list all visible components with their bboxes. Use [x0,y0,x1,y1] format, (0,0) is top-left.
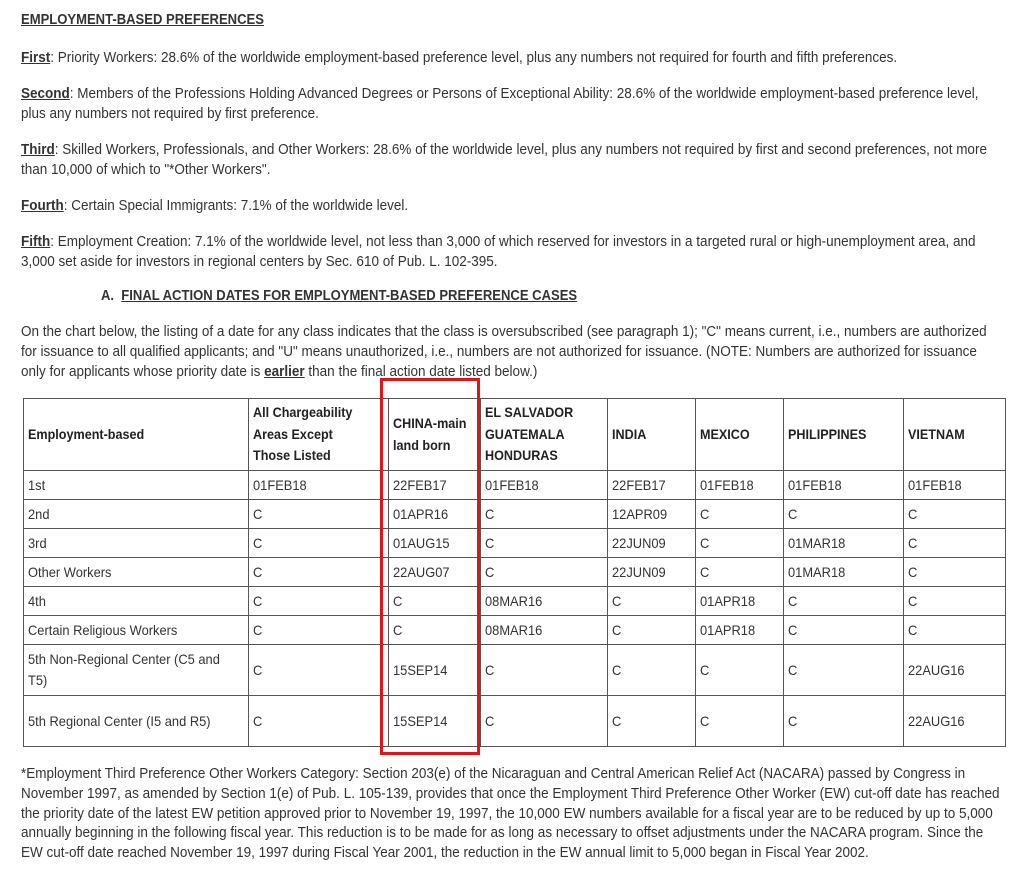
date-cell: 01AUG15 [389,529,481,558]
preference-label: First [21,49,51,66]
date-cell: 12APR09 [608,500,696,529]
preference-text: : Priority Workers: 28.6% of the worldwide employment-based preference level, plus any numbers not required for fourth and fifth preferences. [50,49,898,66]
date-cell: 01MAR18 [784,529,904,558]
table-row [24,558,1006,587]
page-heading: EMPLOYMENT-BASED PREFERENCES [21,12,264,28]
date-cell: C [696,645,784,696]
column-header: All Chargeability Areas Except Those Listed [249,399,389,471]
date-cell: 08MAR16 [481,587,608,616]
date-cell: C [696,529,784,558]
date-cell: C [481,558,608,587]
date-cell: 08MAR16 [481,616,608,645]
date-cell: C [389,616,481,645]
preference-label: Fourth [21,197,64,214]
row-label-cell: 2nd [24,500,249,529]
column-header: INDIA [608,399,696,471]
row-label-cell: 5th Regional Center (I5 and R5) [24,696,249,747]
date-cell: 22AUG16 [904,645,1006,696]
date-cell: C [249,616,389,645]
table-row [24,471,1006,500]
date-cell: C [696,500,784,529]
date-cell: 22FEB17 [608,471,696,500]
date-cell: C [481,529,608,558]
section-title [101,288,577,304]
table-row [24,645,1006,696]
date-cell: 01APR18 [696,616,784,645]
date-cell: 22JUN09 [608,529,696,558]
date-cell: 01MAR18 [784,558,904,587]
date-cell: C [904,529,1006,558]
preference-fourth [21,196,1002,216]
date-cell: C [249,529,389,558]
date-cell: C [608,696,696,747]
date-cell: 15SEP14 [389,696,481,747]
table-row [24,696,1006,747]
preference-label: Third [21,141,55,158]
table-row [24,616,1006,645]
date-cell: 01FEB18 [784,471,904,500]
table-row [24,529,1006,558]
section-title-text: FINAL ACTION DATES FOR EMPLOYMENT-BASED PREFERENCE CASES [121,288,578,304]
date-cell: C [784,587,904,616]
footnote: *Employment Third Preference Other Workers Category: Section 203(e) of the Nicaraguan and Central American Relief Act (NACARA) passed by Congress in November 1997, as amended by Section 1(e) of Pub. L. 105-139, provides that once the Employment Third Preference Other Worker (EW) cut-off date has reached the priority date of the latest EW petition approved prior to November 19, 1997, the 10,000 EW numbers available for a fiscal year are to be reduced by up to 5,000 annually beginning in the following fiscal year. This reduction is to be made for as long as necessary to offset adjustments under the NACARA program. Since the EW cut-off date reached November 19, 1997 during Fiscal Year 2001, the reduction in the EW annual limit to 5,000 began in Fiscal Year 2002. [21,765,1000,862]
table-header-row [24,399,1006,471]
date-cell: C [696,558,784,587]
date-cell: C [608,587,696,616]
date-cell: 22AUG07 [389,558,481,587]
date-cell: 01APR18 [696,587,784,616]
date-cell: C [481,645,608,696]
date-cell: C [904,558,1006,587]
preference-text: : Employment Creation: 7.1% of the worldwide level, not less than 3,000 of which reserved for investors in a targeted rural or high-unemployment area, and 3,000 set aside for investors in regional centers by Sec. 610 of Pub. L. 102-395. [21,233,976,270]
date-cell: C [481,696,608,747]
date-cell: C [389,587,481,616]
date-cell: 01FEB18 [481,471,608,500]
date-cell: C [249,558,389,587]
preference-third [21,140,1002,180]
column-header: VIETNAM [904,399,1006,471]
date-cell: C [608,616,696,645]
section-letter: A. [101,288,115,304]
date-cell: C [904,500,1006,529]
row-label-cell: Certain Religious Workers [24,616,249,645]
date-cell: C [481,500,608,529]
row-label-cell: 4th [24,587,249,616]
preference-text: : Skilled Workers, Professionals, and Other Workers: 28.6% of the worldwide level, plus any numbers not required by first and second preferences, not more than 10,000 of which to "*Other Workers". [21,141,987,178]
preference-fifth [21,232,1002,272]
preference-second [21,84,1002,124]
column-header: CHINA-mainland born [389,399,481,471]
intro-paragraph [21,322,1002,382]
column-header: Employment-based [24,399,249,471]
date-cell: 22AUG16 [904,696,1006,747]
date-cell: 22FEB17 [389,471,481,500]
preference-text: : Members of the Professions Holding Advanced Degrees or Persons of Exceptional Ability: 28.6% of the worldwide employment-based preference level, plus any numbers not required by first preference. [21,85,979,122]
table-row [24,587,1006,616]
date-cell: 15SEP14 [389,645,481,696]
preference-label: Second [21,85,70,102]
table-row [24,500,1006,529]
date-cell: 22JUN09 [608,558,696,587]
date-cell: C [784,696,904,747]
date-cell: C [608,645,696,696]
preference-label: Fifth [21,233,51,250]
date-cell: 01FEB18 [904,471,1006,500]
date-cell: C [249,500,389,529]
final-action-dates-table [23,398,1006,747]
intro-emphasis: earlier [264,363,305,380]
intro-text-end: than the final action date listed below.) [304,363,538,380]
date-cell: C [784,616,904,645]
date-cell: C [249,587,389,616]
row-label-cell: 3rd [24,529,249,558]
date-cell: C [249,645,389,696]
date-cell: 01FEB18 [249,471,389,500]
date-cell: C [249,696,389,747]
column-header: MEXICO [696,399,784,471]
date-cell: C [904,616,1006,645]
date-cell: 01FEB18 [696,471,784,500]
preference-text: : Certain Special Immigrants: 7.1% of the worldwide level. [63,197,409,214]
date-cell: C [696,696,784,747]
row-label-cell: Other Workers [24,558,249,587]
date-cell: C [784,645,904,696]
date-cell: C [784,500,904,529]
intro-text: On the chart below, the listing of a date for any class indicates that the class is oversubscribed (see paragraph 1); "C" means current, i.e., numbers are authorized for issuance to all qualified applicants; and "U" means unauthorized, i.e., numbers are not authorized for issuance. (NOTE: Numbers are authorized for issuance only for applicants whose priority date is [21,323,987,380]
date-cell: 01APR16 [389,500,481,529]
column-header: EL SALVADOR GUATEMALA HONDURAS [481,399,608,471]
date-cell: C [904,587,1006,616]
row-label-cell: 1st [24,471,249,500]
preference-first [21,48,1002,68]
column-header: PHILIPPINES [784,399,904,471]
row-label-cell: 5th Non-Regional Center (C5 and T5) [24,645,249,696]
